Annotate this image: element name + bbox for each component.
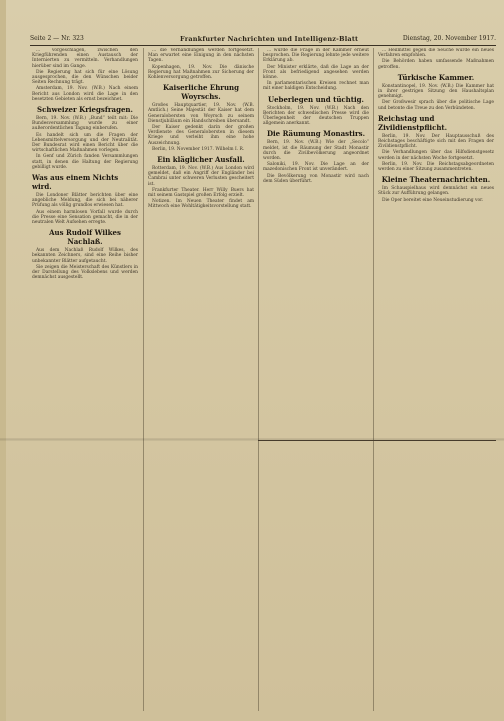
article-text: Der Minister erklärte, daß die Lage an der Front als befriedigend angesehen werden könne.: [263, 64, 369, 81]
article-text: ... vorgeschlagen, zwischen den Kriegführenden einen Austausch der Internierten zu vermitteln. Verhandlungen hierüber sind im Gange.: [32, 48, 138, 69]
issue-date: Dienstag, 20. November 1917.: [402, 35, 496, 42]
article-text: Aus einem harmlosen Vorfall wurde durch die Presse eine Sensation gemacht, die in der neutralen Welt Aufsehen erregte.: [32, 209, 138, 226]
article-text: Es handelt sich um die Fragen der Lebensmittelversorgung und der Neutralität. Der Bundesrat wird einen Bericht über die wirtschaftlichen Maßnahmen vorlegen.: [32, 132, 138, 154]
article-text: In parlamentarischen Kreisen rechnet man mit einer baldigen Entscheidung.: [263, 81, 369, 92]
article-heading: Kaiserliche Ehrung Woyrschs.: [162, 83, 240, 102]
article-text: Konstantinopel, 19. Nov. (W.B.) Die Kammer hat in ihrer gestrigen Sitzung den Haushaltsplan genehmigt.: [378, 83, 494, 100]
article-heading: Aus Rudolf Wilkes Nachlaß.: [49, 228, 121, 247]
article-text: Die Behörden haben umfassende Maßnahmen getroffen.: [378, 59, 494, 70]
article-heading: Türkische Kammer.: [397, 72, 475, 82]
article-text: In Genf und Zürich fanden Versammlungen statt, in denen die Haltung der Regierung gebilligt wurde.: [32, 154, 138, 170]
paper-fold: [0, 438, 504, 441]
column-divider: [143, 48, 144, 711]
column-1: [32, 48, 138, 716]
article-text: Der Großwesir sprach über die politische Lage und betonte die Treue zu den Verbündeten.: [378, 100, 494, 111]
article-text: Die Londoner Blätter berichten über eine angebliche Meldung, die sich bei näherer Prüfung als völlig grundlos erwiesen hat.: [32, 193, 138, 209]
article-heading: Ein kläglicher Ausfall.: [157, 155, 245, 165]
article-text: Im Schauspielhaus wird demnächst ein neues Stück zur Aufführung gelangen.: [378, 186, 494, 197]
article-text: Der Kaiser gedenkt darin der großen Verdienste des Generalobersten in diesem Kriege und verleiht ihm eine hohe Auszeichnung.: [148, 125, 254, 146]
article-text: Berlin, 19. Nov. Die Reichstagsabgeordneten werden zu einer Sitzung zusammentreten.: [378, 161, 494, 173]
article-heading: Schweizer Kriegsfragen.: [37, 105, 133, 115]
article-text: Sie zeigen die Meisterschaft des Künstlers in der Darstellung des Volkslebens und werden demnächst ausgestellt.: [32, 264, 138, 281]
page-edge: [0, 0, 6, 721]
article-text: Die Oper bereitet eine Neueinstudierung vor.: [382, 197, 484, 203]
article-text: Die Bevölkerung von Monastir wird nach dem Süden überführt.: [263, 173, 369, 184]
article-text: Stockholm, 19. Nov. (W.B.) Nach den Berichten der schwedischen Presse wird die Überlegenheit der deutschen Truppen allgemein anerkannt.: [263, 105, 369, 127]
article-text: Bern, 19. Nov. (W.B.) Wie der „Secolo“ meldet, ist die Räumung der Stadt Monastir durch die Zivilbevölkerung angeordnet worden.: [263, 140, 369, 162]
article-heading: Was aus einem Nichts wird.: [32, 173, 119, 192]
article-text: Aus dem Nachlaß Rudolf Wilkes, des bekannten Zeichners, sind eine Reihe bisher unbekannter Blätter aufgetaucht.: [32, 248, 138, 264]
article-text: Amsterdam, 19. Nov. (W.B.) Nach einem Bericht aus London wird die Lage in den besetzten Gebieten als ernst bezeichnet.: [32, 86, 138, 102]
article-heading: Ueberlegen und tüchtig.: [268, 94, 364, 104]
column-3: [263, 48, 369, 716]
page-number: Seite 2 — Nr. 323: [30, 35, 84, 42]
article-heading: Die Räumung Monastirs.: [266, 129, 366, 139]
article-text: Notizen. Im Neuen Theater findet am Mittwoch eine Wohltätigkeitsvorstellung statt.: [148, 199, 254, 210]
masthead-rule: [30, 45, 496, 46]
column-4: [378, 48, 494, 716]
article-heading: Reichstag und Zivildienstpflicht.: [378, 113, 448, 132]
masthead: [30, 34, 496, 44]
article-text: Die Verhandlungen über das Hilfsdienstgesetz werden in der nächsten Woche fortgesetzt.: [378, 150, 494, 161]
column-divider: [258, 48, 259, 711]
article-text: Frankfurter Theater. Herr Willy Buers hat mit seinem Gastspiel großen Erfolg erzielt.: [148, 187, 254, 199]
article-text: Berlin, 19. Nov. Der Hauptausschuß des Reichstages beschäftigte sich mit den Fragen der Zivildienstpflicht.: [378, 133, 494, 150]
article-text: ... Heilmittel gegen die Seuche wurde ein neues Verfahren empfohlen.: [378, 48, 494, 59]
article-text: Die Regierung hat sich für eine Lösung ausgesprochen, die den Wünschen beider Seiten Rechnung trägt.: [32, 69, 138, 86]
column-divider: [373, 48, 374, 711]
column-2: [148, 48, 254, 716]
article-text: Großes Hauptquartier, 19. Nov. (W.B. Amtlich.) Seine Majestät der Kaiser hat dem Generalobersten von Woyrsch zu seinem Dienstjubiläum ein Handschreiben übersandt.: [148, 103, 254, 124]
article-text: Rotterdam, 19. Nov. (W.B.) Aus London wird gemeldet, daß ein Angriff der Engländer bei Cambrai unter schweren Verlusten gescheitert ist.: [148, 166, 254, 187]
article-heading: Kleine Theaternachrichten.: [381, 175, 491, 185]
newspaper-title: Frankfurter Nachrichten und Intelligenz-Blatt: [180, 35, 359, 43]
article-text: Berlin, 19. November 1917. Wilhelm I. R.: [152, 146, 245, 152]
article-text: Kopenhagen, 19. Nov. Die dänische Regierung hat Maßnahmen zur Sicherung der Kohlenversorgung getroffen.: [148, 64, 254, 81]
article-text: Saloniki, 19. Nov. Die Lage an der mazedonischen Front ist unverändert.: [263, 162, 369, 173]
article-text: ... wurde die Frage in der Kammer erneut besprochen. Die Regierung lehnte jede weitere Erklärung ab.: [263, 48, 369, 64]
article-text: Bern, 19. Nov. (W.B.) „Bund“ teilt mit: Die Bundesversammlung wurde zu einer außerordentlichen Tagung einberufen.: [32, 116, 138, 132]
article-text: ... die Verhandlungen werden fortgesetzt. Man erwartet eine Einigung in den nächsten Tagen.: [148, 48, 254, 64]
